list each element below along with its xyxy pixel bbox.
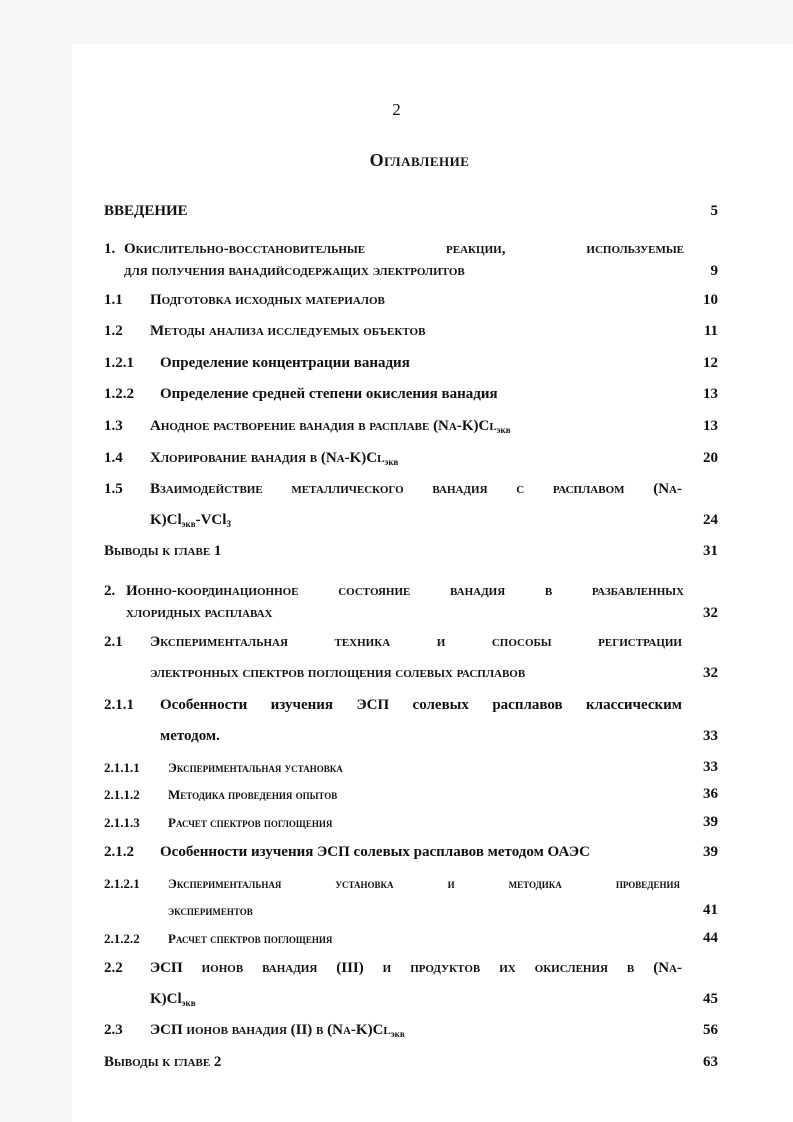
toc-text: ЭСП ионов ванадия (II) в (Na-K)Cl: [150, 1022, 391, 1038]
toc-text: ЭСП ионов ванадия (III) и продуктов их окисления в (Na-: [150, 960, 682, 976]
toc-page: 31: [703, 543, 718, 559]
toc-page: 5: [710, 203, 718, 219]
toc-page: 11: [703, 323, 718, 339]
toc-number: 1.2: [104, 323, 123, 339]
toc-entry-introduction[interactable]: [104, 202, 188, 220]
toc-number: 2.3: [104, 1022, 123, 1038]
toc-number: 2.1.1.3: [104, 815, 140, 830]
toc-page: 33: [703, 728, 718, 744]
toc-text: Расчет спектров поглощения: [168, 815, 333, 830]
page-number: 2: [392, 100, 401, 119]
toc-number: 2.1.1: [104, 697, 134, 713]
toc-page: 20: [703, 450, 718, 466]
toc-text: Особенности изучения ЭСП солевых расплавов классическим: [160, 697, 682, 713]
toc-subscript: экв: [384, 457, 399, 467]
toc-text-continuation: хлоридных расплавах: [126, 605, 273, 621]
toc-number: 1.5: [104, 481, 123, 497]
toc-page: 45: [703, 991, 718, 1007]
toc-text: Ионно-координационное состояние ванадия в разбавленных: [126, 583, 684, 599]
toc-number: 2.2: [104, 960, 123, 976]
toc-number: 2.1.1.1: [104, 760, 140, 775]
toc-subscript: экв: [390, 1029, 405, 1039]
toc-page: 56: [703, 1022, 718, 1038]
toc-text: Экспериментальная установка и методика проведения: [168, 876, 680, 891]
toc-text: Определение концентрации ванадия: [160, 355, 410, 371]
toc-text-continuation: методом.: [160, 728, 220, 744]
toc-number: 1.1: [104, 292, 123, 308]
toc-number: 2.1: [104, 634, 123, 650]
toc-page: 13: [703, 418, 718, 434]
toc-number: 1.4: [104, 450, 123, 466]
toc-page: 24: [703, 512, 718, 528]
toc-text: Определение средней степени окисления ванадия: [160, 386, 498, 402]
toc-text: Экспериментальная техника и способы регистрации: [150, 634, 682, 650]
toc-text: Анодное растворение ванадия в расплаве (Na-K)Cl: [150, 418, 497, 434]
toc-entry-conclusions-2[interactable]: Выводы к главе 2: [104, 1054, 222, 1070]
toc-text: Окислительно-восстановительные реакции, используемые: [124, 241, 684, 257]
toc-text: ВВЕДЕНИЕ: [104, 203, 188, 219]
toc-page: 39: [703, 814, 718, 830]
toc-page: 44: [703, 930, 718, 946]
toc-number: 2.: [104, 583, 116, 599]
page-title: Оглавление: [369, 150, 470, 170]
toc-subscript: экв: [496, 425, 511, 435]
toc-entry-conclusions-1[interactable]: Выводы к главе 1: [104, 543, 222, 559]
toc-text: Особенности изучения ЭСП солевых расплавов методом ОАЭС: [160, 844, 590, 860]
toc-page: 10: [703, 292, 718, 308]
toc-page: 13: [703, 386, 718, 402]
toc-text-continuation: $K)Cl_{экв}-VCl_3$: [150, 512, 231, 529]
toc-page: 12: [703, 355, 718, 371]
toc-page: 33: [703, 759, 718, 775]
toc-number: 1.2.2: [104, 386, 134, 402]
toc-page: 36: [703, 786, 718, 802]
toc-number: 2.1.2.1: [104, 876, 140, 891]
toc-text-continuation: $K)Cl_{экв}$: [150, 991, 196, 1008]
toc-number: 2.1.2.2: [104, 931, 140, 946]
toc-number: 1.3: [104, 418, 123, 434]
toc-page: 32: [703, 605, 718, 621]
toc-text-continuation: электронных спектров поглощения солевых расплавов: [150, 665, 526, 681]
toc-text: Подготовка исходных материалов: [150, 292, 385, 308]
toc-text: Методы анализа исследуемых объектов: [150, 323, 426, 339]
toc-text: Методика проведения опытов: [168, 787, 338, 802]
toc-page: 32: [703, 665, 718, 681]
toc-page: 9: [710, 263, 718, 279]
toc-number: 2.1.2: [104, 844, 134, 860]
toc-number: 1.: [104, 241, 116, 257]
toc-number: 2.1.1.2: [104, 787, 140, 802]
toc-text: Хлорирование ванадия в (Na-K)Cl: [150, 450, 385, 466]
toc-text: Расчет спектров поглощения: [168, 931, 333, 946]
toc-text: Экспериментальная установка: [168, 760, 343, 775]
toc-text-continuation: для получения ванадийсодержащих электролитов: [124, 263, 465, 279]
toc-text: Взаимодействие металлического ванадия с расплавом (Na-: [150, 481, 682, 497]
toc-page: 41: [703, 902, 718, 918]
toc-page: 63: [703, 1054, 718, 1070]
toc-number: 1.2.1: [104, 355, 134, 371]
toc-text-continuation: экспериментов: [168, 903, 253, 918]
toc-page: 39: [703, 844, 718, 860]
